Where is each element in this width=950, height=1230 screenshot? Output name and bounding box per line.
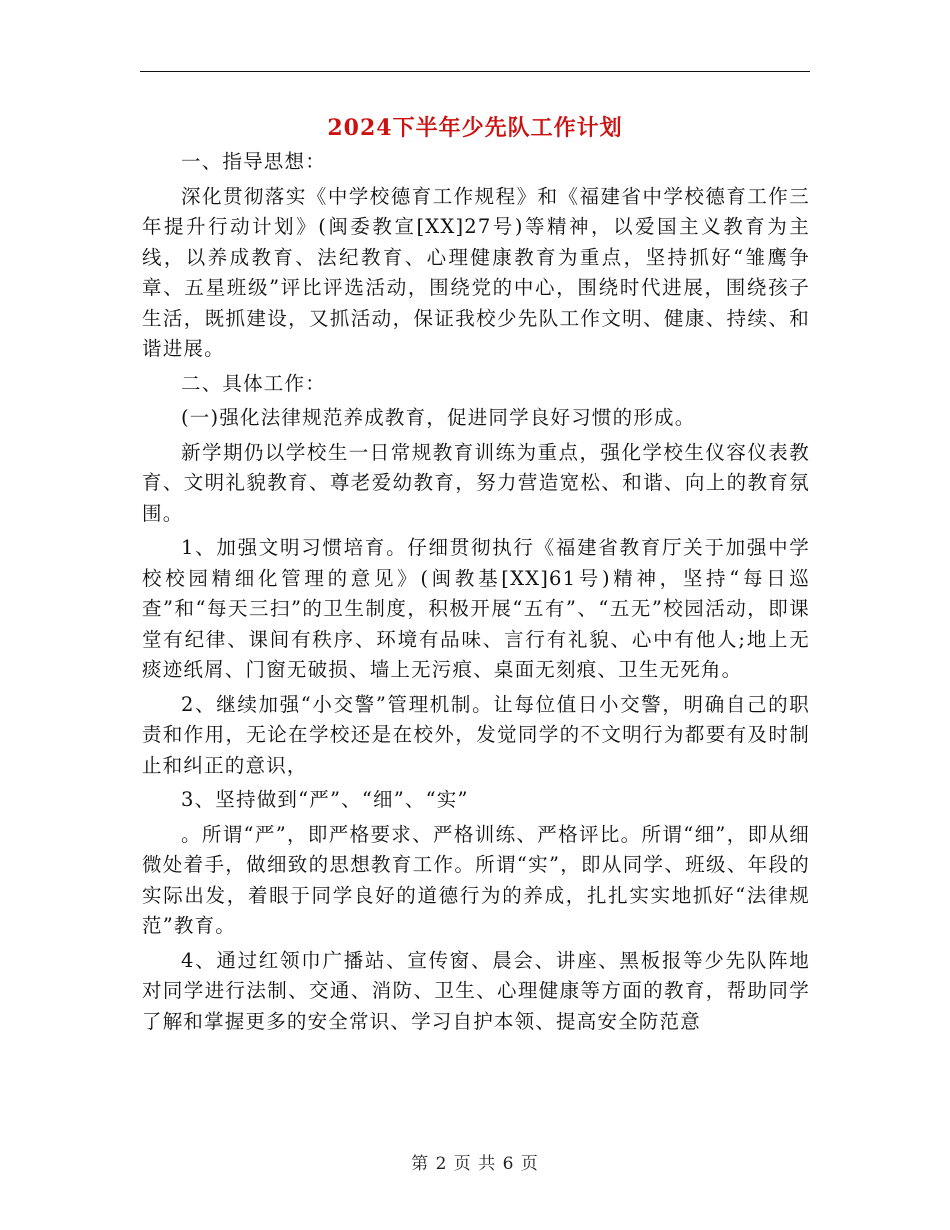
paragraph: 1、加强文明习惯培育。仔细贯彻执行《福建省教育厅关于加强中学校校园精细化管理的意见》(闽教基[XX]61号)精神，坚持“每日巡查”和“每天三扫”的卫生制度，积极开展“五有”、“五无”校园活动，即课堂有纪律、课间有秩序、环境有品味、言行有礼貌、心中有他人;地上无痰迹纸屑、门窗无破损、墙上无污痕、桌面无刻痕、卫生无死角。 bbox=[142, 536, 810, 681]
page-number-footer: 第 2 页 共 6 页 bbox=[411, 1154, 539, 1174]
subsection-heading: (一)强化法律规范养成教育，促进同学良好习惯的形成。 bbox=[181, 406, 696, 429]
paragraph: 2、继续加强“小交警”管理机制。让每位值日小交警，明确自己的职责和作用，无论在学校还是在校外，发觉同学的不文明行为都要有及时制止和纠正的意识， bbox=[142, 692, 810, 777]
header-rule bbox=[140, 71, 810, 72]
section-heading-specific-work: 二、具体工作： bbox=[181, 371, 326, 395]
paragraph: 深化贯彻落实《中学校德育工作规程》和《福建省中学校德育工作三年提升行动计划》(闽委教宣[XX]27号)等精神，以爱国主义教育为主线，以养成教育、法纪教育、心理健康教育为重点，坚持抓好“雏鹰争章、五星班级”评比评选活动，围绕党的中心，围绕时代进展，围绕孩子生活，既抓建设，又抓活动，保证我校少先队工作文明、健康、持续、和谐进展。 bbox=[142, 184, 810, 360]
paragraph: 新学期仍以学校生一日常规教育训练为重点，强化学校生仪容仪表教育、文明礼貌教育、尊老爱幼教育，努力营造宽松、和谐、向上的教育氛围。 bbox=[142, 440, 810, 525]
section-heading-guiding-thought: 一、指导思想： bbox=[181, 150, 326, 173]
paragraph: 3、坚持做到“严”、“细”、“实” bbox=[181, 788, 469, 811]
document-title: 2024下半年少先队工作计划 bbox=[327, 115, 623, 141]
document-body bbox=[142, 147, 810, 1041]
paragraph: 。所谓“严”，即严格要求、严格训练、严格评比。所谓“细”，即从细微处着手，做细致的思想教育工作。所谓“实”，即从同学、班级、年段的实际出发，着眼于同学良好的道德行为的养成，扎扎实实地抓好“法律规范”教育。 bbox=[142, 822, 810, 937]
paragraph: 4、通过红领巾广播站、宣传窗、晨会、讲座、黑板报等少先队阵地对同学进行法制、交通、消防、卫生、心理健康等方面的教育，帮助同学了解和掌握更多的安全常识、学习自护本领、提高安全防范意 bbox=[142, 948, 810, 1033]
